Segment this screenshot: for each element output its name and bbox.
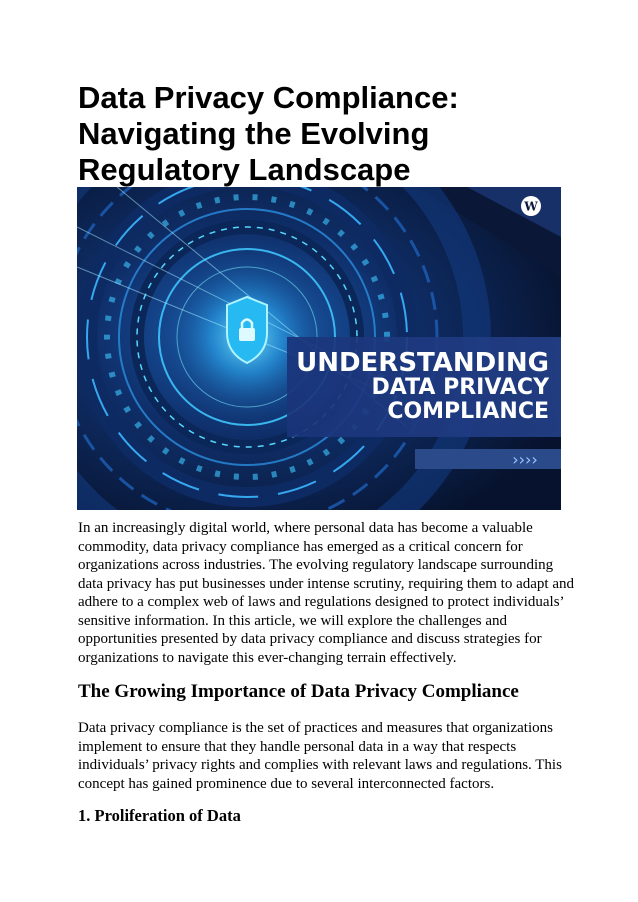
- article-title: [78, 80, 578, 188]
- hero-image: [77, 187, 561, 510]
- intro-line: organizations to navigate this ever-changing terrain effectively.: [78, 649, 457, 666]
- title-line-2: Navigating the Evolving: [78, 116, 430, 151]
- section-line: implement to ensure that they handle personal data in a way that respects: [78, 738, 517, 755]
- section-heading: The Growing Importance of Data Privacy Compliance: [78, 681, 519, 702]
- hero-headline-line-2: DATA PRIVACY: [371, 375, 549, 400]
- section-line: concept has gained prominence due to several interconnected factors.: [78, 775, 495, 792]
- subsection-heading: 1. Proliferation of Data: [78, 806, 241, 825]
- shield-lock-icon: [227, 297, 267, 363]
- intro-line: opportunities presented by data privacy compliance and discuss strategies for: [78, 631, 542, 647]
- intro-line: In an increasingly digital world, where personal data has become a valuable: [78, 520, 533, 536]
- title-line-3: Regulatory Landscape: [78, 152, 411, 187]
- intro-line: adhere to a complex web of laws and regulations designed to protect individuals’: [78, 594, 565, 610]
- intro-line: commodity, data privacy compliance has emerged as a critical concern for: [78, 538, 523, 555]
- intro-line: data privacy has put businesses under intense scrutiny, requiring them to adapt and: [78, 575, 574, 592]
- hero-illustration: [77, 187, 561, 510]
- section-line: individuals’ privacy rights and complies with relevant laws and regulations. This: [78, 757, 562, 773]
- arrows-icon: ››››: [512, 450, 538, 469]
- logo-letter: W: [524, 199, 538, 214]
- section-line: Data privacy compliance is the set of practices and measures that organizations: [78, 720, 553, 736]
- hero-headline-line-3: COMPLIANCE: [387, 399, 549, 424]
- intro-line: sensitive information. In this article, we will explore the challenges and: [78, 612, 508, 629]
- hero-headline-line-1: UNDERSTANDING: [296, 348, 549, 378]
- intro-paragraph: [78, 519, 574, 667]
- brand-logo: [521, 196, 541, 216]
- section-paragraph: [78, 719, 568, 793]
- accent-band: [415, 449, 561, 469]
- intro-line: organizations across industries. The evolving regulatory landscape surrounding: [78, 557, 554, 573]
- title-line-1: Data Privacy Compliance:: [78, 80, 459, 115]
